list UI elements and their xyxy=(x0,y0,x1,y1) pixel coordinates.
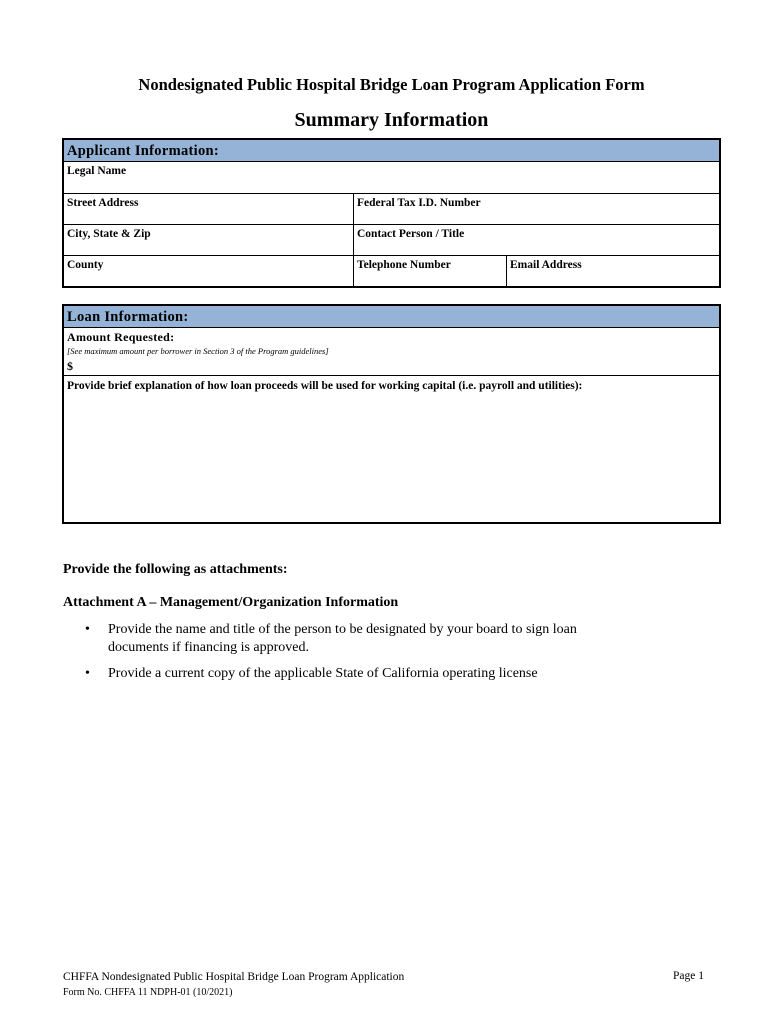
attachment-a-list xyxy=(63,621,623,691)
street-address-field[interactable] xyxy=(64,194,353,224)
loan-explanation-label: Provide brief explanation of how loan proceeds will be used for working capital (i.e. payroll and utilities): xyxy=(67,380,583,392)
list-item xyxy=(63,621,623,657)
footer-page-number: Page 1 xyxy=(673,970,704,982)
document-subtitle: Summary Information xyxy=(294,109,489,131)
county-row xyxy=(64,256,719,287)
amount-requested-label: Amount Requested: xyxy=(67,330,175,344)
footer-program-name: CHFFA Nondesignated Public Hospital Bridge Loan Program Application xyxy=(63,971,405,983)
applicant-information-header: Applicant Information: xyxy=(64,140,719,162)
amount-currency-symbol: $ xyxy=(67,359,73,373)
attachments-heading: Provide the following as attachments: xyxy=(63,562,288,577)
footer-form-number: Form No. CHFFA 11 NDPH-01 (10/2021) xyxy=(63,987,233,998)
county-label: County xyxy=(67,259,104,271)
legal-name-field[interactable] xyxy=(64,162,719,193)
bullet-icon: • xyxy=(85,666,90,681)
applicant-information-section xyxy=(62,138,721,288)
contact-person-field[interactable] xyxy=(353,225,719,255)
telephone-field[interactable] xyxy=(353,256,506,287)
city-state-zip-row xyxy=(64,225,719,256)
email-field[interactable] xyxy=(506,256,719,287)
federal-tax-id-field[interactable] xyxy=(353,194,719,224)
footer-left xyxy=(63,970,404,1000)
county-field[interactable] xyxy=(64,256,353,287)
amount-requested-note: [See maximum amount per borrower in Section 3 of the Program guidelines] xyxy=(67,346,329,356)
attachment-a-heading: Attachment A – Management/Organization Information xyxy=(63,595,399,610)
loan-explanation-field[interactable] xyxy=(64,376,719,392)
legal-name-label: Legal Name xyxy=(67,165,127,177)
loan-information-section xyxy=(62,304,721,524)
federal-tax-id-label: Federal Tax I.D. Number xyxy=(357,197,481,209)
legal-name-row xyxy=(64,162,719,194)
email-label: Email Address xyxy=(510,259,582,271)
loan-information-header: Loan Information: xyxy=(64,306,719,328)
street-address-row xyxy=(64,194,719,225)
bullet-icon: • xyxy=(85,622,90,637)
city-state-zip-label: City, State & Zip xyxy=(67,228,151,240)
amount-requested-field[interactable] xyxy=(64,328,719,376)
list-item-text: Provide the name and title of the person to be designated by your board to sign loan documents if financing is approved. xyxy=(108,622,577,655)
list-item xyxy=(63,665,623,683)
telephone-label: Telephone Number xyxy=(357,259,451,271)
city-state-zip-field[interactable] xyxy=(64,225,353,255)
street-address-label: Street Address xyxy=(67,197,139,209)
document-title: Nondesignated Public Hospital Bridge Loan Program Application Form xyxy=(138,75,645,94)
contact-person-label: Contact Person / Title xyxy=(357,228,465,240)
list-item-text: Provide a current copy of the applicable State of California operating license xyxy=(108,666,538,681)
